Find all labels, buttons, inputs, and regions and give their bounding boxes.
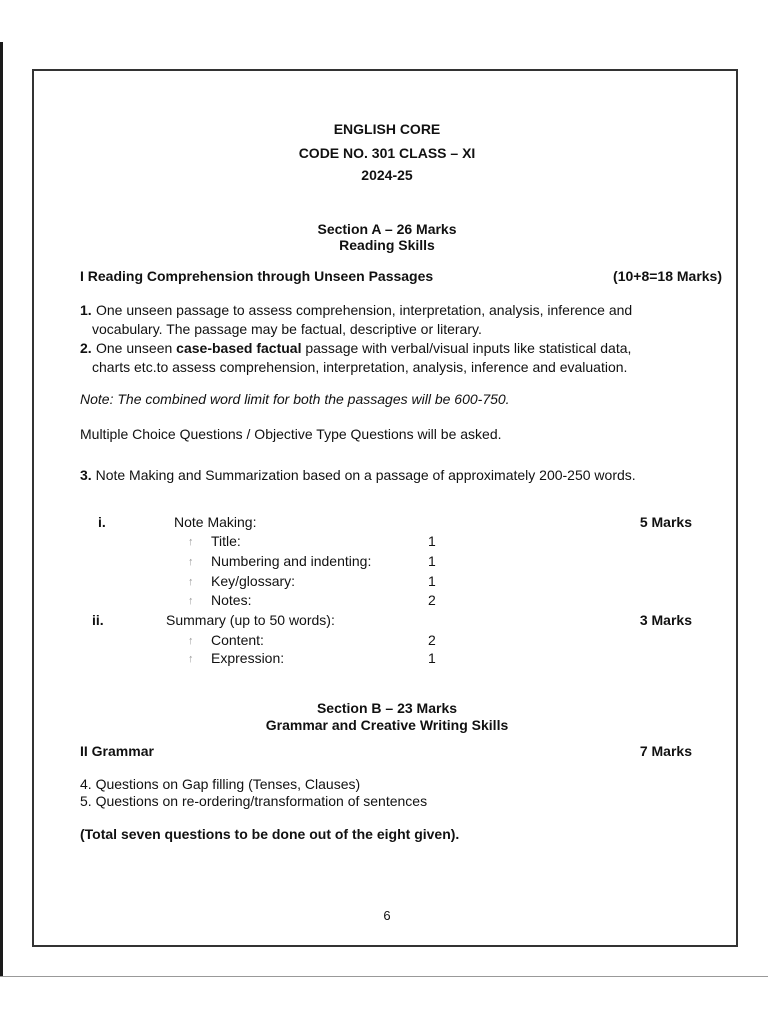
note-making-roman: i. [98, 514, 106, 530]
item-1-number: 1. [80, 302, 92, 318]
item-1-line-2: vocabulary. The passage may be factual, descriptive or literary. [92, 321, 482, 337]
page-number: 6 [383, 908, 391, 923]
part-2-marks: 7 Marks [639, 743, 692, 759]
bullet-icon: ↑ [188, 635, 194, 647]
item-3: 3. Note Making and Summarization based on a passage of approximately 200-250 words. [80, 467, 636, 483]
section-a-subtitle: Reading Skills [339, 237, 435, 253]
part-1-heading: I Reading Comprehension through Unseen Passages [80, 268, 434, 284]
section-a-title: Section A – 26 Marks [317, 221, 457, 237]
bullet-icon: ↑ [188, 556, 194, 568]
row-key-value: 1 [428, 573, 436, 589]
summary-label: Summary (up to 50 words): [166, 612, 335, 628]
summary-roman: ii. [92, 612, 104, 628]
row-numbering-label: Numbering and indenting: [211, 553, 372, 569]
left-edge-shadow [0, 42, 3, 977]
mcq-note: Multiple Choice Questions / Objective Type Questions will be asked. [80, 426, 502, 442]
item-2-line-1: One unseen case-based factual passage with verbal/visual inputs like statistical data, [96, 340, 632, 356]
bullet-icon: ↑ [188, 653, 194, 665]
doc-title: ENGLISH CORE [333, 121, 441, 137]
row-content-label: Content: [211, 632, 264, 648]
section-b-subtitle: Grammar and Creative Writing Skills [265, 717, 509, 733]
document-page [32, 69, 738, 947]
part-1-marks: (10+8=18 Marks) [613, 268, 722, 284]
row-numbering-value: 1 [428, 553, 436, 569]
row-key-label: Key/glossary: [211, 573, 296, 589]
row-notes-value: 2 [428, 592, 436, 608]
bullet-icon: ↑ [188, 576, 194, 588]
item-2-line-2: charts etc.to assess comprehension, interpretation, analysis, inference and evaluation. [92, 359, 628, 375]
item-1-line-1: One unseen passage to assess comprehension, interpretation, analysis, inference and [96, 302, 633, 318]
row-title-label: Title: [211, 533, 241, 549]
doc-year: 2024-25 [361, 167, 413, 183]
row-expression-value: 1 [428, 650, 436, 666]
doc-code: CODE NO. 301 CLASS – XI [298, 145, 476, 161]
bullet-icon: ↑ [188, 536, 194, 548]
bullet-icon: ↑ [188, 595, 194, 607]
row-title-value: 1 [428, 533, 436, 549]
word-limit-note: Note: The combined word limit for both the passages will be 600-750. [80, 391, 510, 407]
note-making-label: Note Making: [174, 514, 257, 530]
item-5: 5. Questions on re-ordering/transformation of sentences [80, 793, 428, 809]
note-making-marks: 5 Marks [639, 514, 692, 530]
item-4: 4. Questions on Gap filling (Tenses, Clauses) [80, 776, 361, 792]
total-questions-note: (Total seven questions to be done out of the eight given). [80, 826, 460, 842]
item-2-number: 2. [80, 340, 92, 356]
section-b-title: Section B – 23 Marks [316, 700, 458, 716]
part-2-heading: II Grammar [80, 743, 154, 759]
row-notes-label: Notes: [211, 592, 252, 608]
row-expression-label: Expression: [211, 650, 285, 666]
bottom-divider [0, 976, 768, 977]
row-content-value: 2 [428, 632, 436, 648]
summary-marks: 3 Marks [639, 612, 692, 628]
